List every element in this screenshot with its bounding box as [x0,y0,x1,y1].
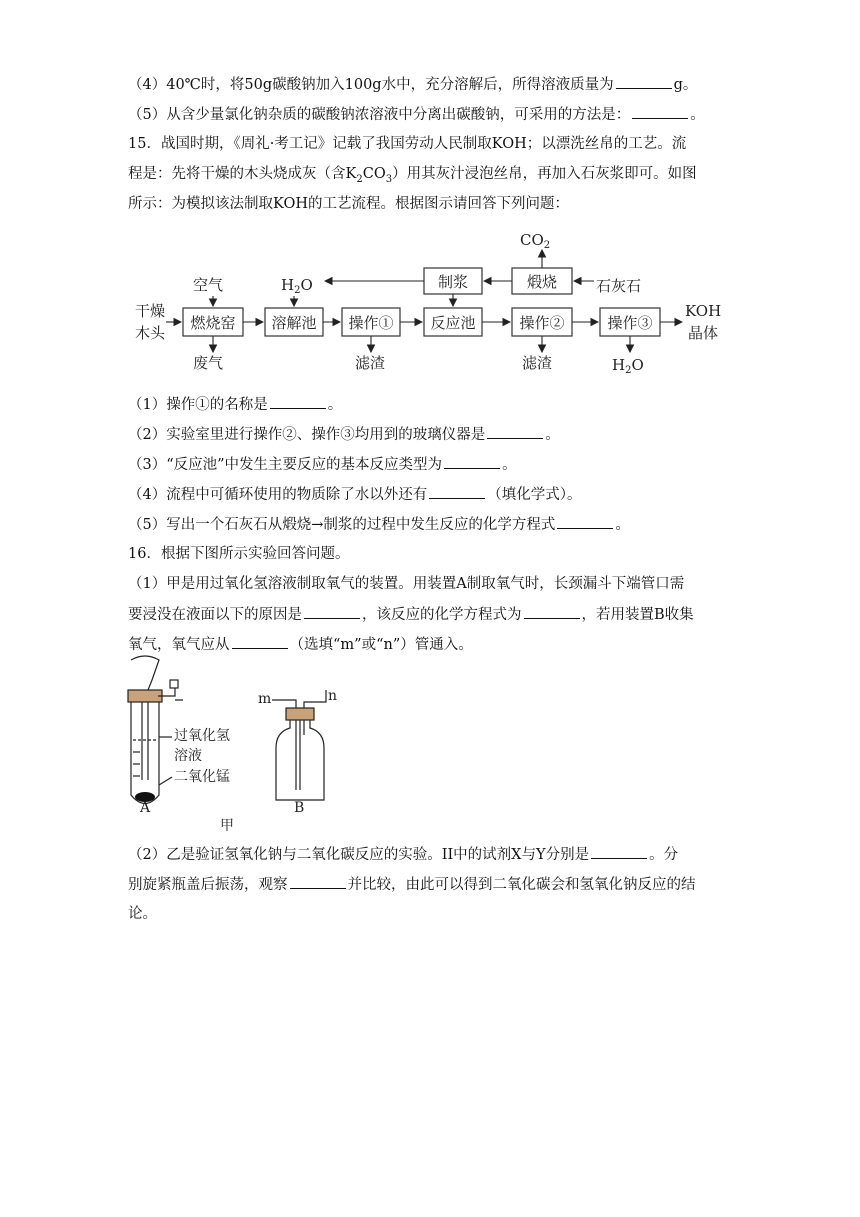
q15-stem-line3: 所示：为模拟该法制取KOH的工艺流程。根据图示请回答下列问题： [128,196,569,212]
q14-part4: （4）40℃时，将50g碳酸钠加入100g水中，充分溶解后，所得溶液质量为 g。 [128,74,697,95]
answer-blank[interactable] [290,874,346,889]
q15-stem-line1: 15．战国时期，《周礼·考工记》记载了我国劳动人民制取KOH；以漂洗丝帛的工艺。流 [128,136,687,152]
label-m: m [258,691,272,707]
h2o2-label-2: 溶液 [174,748,202,764]
q16-part1-line1: （1）甲是用过氧化氢溶液制取氧气的装置。用装置A制取氧气时，长颈漏斗下端管口需 [128,576,685,592]
op2-box: 操作② [519,314,565,332]
mno2-label: 二氧化锰 [174,769,230,785]
q16-part2-line1: （2）乙是验证氢氧化钠与二氧化碳反应的实验。II中的试剂X与Y分别是 。分 [128,844,678,865]
koh-label: KOH [685,302,722,320]
slurry-box: 制浆 [437,273,469,291]
q15-sub4: （4）流程中可循环使用的物质除了水以外还有 （填化学式）。 [128,484,581,505]
op3-box: 操作③ [607,314,653,332]
q16-part1-line3: 氧气，氧气应从 （选填“m”或“n”）管通入。 [128,634,473,655]
q15-stem-line2: 程是：先将干燥的木头烧成灰（含$K_2CO_3$）用其灰汁浸泡丝帛，再加入石灰浆即可。如图 [128,166,697,185]
q16-part2-line2: 别旋紧瓶盖后振荡，观察 并比较，由此可以得到二氧化碳会和氢氧化钠反应的结 [128,874,696,895]
q15-sub1: （1）操作①的名称是 。 [128,394,342,415]
h2o2-label-1: 过氧化氢 [174,728,230,744]
waste-gas-label: 废气 [193,354,224,372]
answer-blank[interactable] [591,844,647,859]
air-label: 空气 [193,276,224,294]
water-in-label: $H_2O$ [281,276,313,296]
kiln-box: 燃烧窑 [190,314,236,332]
calcine-box: 煅烧 [526,273,558,291]
water-out-label: $H_2O$ [612,356,644,376]
input-label-2: 木头 [135,324,166,342]
q15-sub2: （2）实验室里进行操作②、操作③均用到的玻璃仪器是 。 [128,424,560,445]
q16-part2-line3: 论。 [128,906,157,922]
q16-part1-line2: 要浸没在液面以下的原因是 ，该反应的化学方程式为 ，若用装置B收集 [128,604,694,625]
label-a: A [140,800,151,816]
figure-caption: 甲 [220,818,234,834]
residue-label-2: 滤渣 [522,354,553,372]
co2-label: $CO_2$ [520,231,551,251]
q15-sub3: （3）“反应池”中发生主要反应的基本反应类型为 。 [128,454,517,475]
op1-box: 操作① [348,314,394,332]
reactor-box: 反应池 [430,314,476,332]
q14-part5: （5）从含少量氯化钠杂质的碳酸钠浓溶液中分离出碳酸钠，可采用的方法是： 。 [128,104,705,125]
input-label-1: 干燥 [135,302,166,320]
residue-label-1: 滤渣 [355,354,386,372]
label-n: n [328,688,338,704]
dissolve-box: 溶解池 [271,314,317,332]
q15-sub5: （5）写出一个石灰石从煅烧→制浆的过程中发生反应的化学方程式 。 [128,514,630,535]
crystal-label: 晶体 [688,324,719,342]
funnel-icon [131,656,159,780]
label-b: B [294,800,305,816]
limestone-label: 石灰石 [596,277,642,295]
q16-heading: 16．根据下图所示实验回答问题。 [128,546,350,562]
